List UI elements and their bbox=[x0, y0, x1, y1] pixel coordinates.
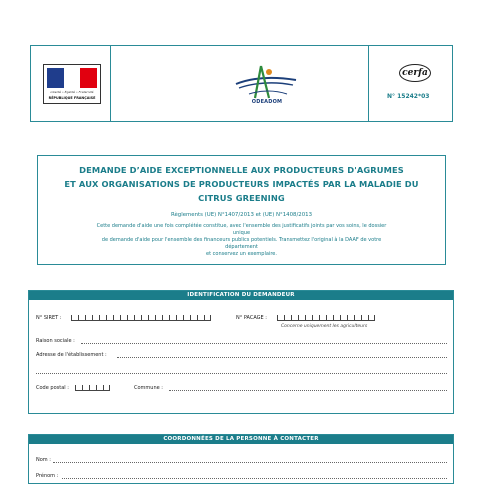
intro-line-1: Cette demande d'aide une fois complétée constitue, avec l'ensemble des justificatifs joints par vos soins, le dossier unique bbox=[96, 223, 387, 236]
adresse-label: Adresse de l'établissement : bbox=[36, 352, 107, 358]
republic-motto: Liberté • Égalité • Fraternité bbox=[50, 90, 94, 94]
identification-section bbox=[28, 290, 454, 414]
identification-heading: IDENTIFICATION DU DEMANDEUR bbox=[29, 291, 453, 300]
contact-section bbox=[28, 434, 454, 484]
tricolor-flag-icon bbox=[47, 68, 97, 88]
nom-field[interactable] bbox=[53, 462, 447, 463]
regulations-reference: Règlements (UE) N°1407/2013 et (UE) N°1408/2013 bbox=[170, 212, 313, 218]
code-postal-label: Code postal : bbox=[36, 385, 69, 391]
marianne-logo bbox=[43, 64, 101, 104]
adresse-field-line-2[interactable] bbox=[36, 373, 447, 374]
intro-paragraph bbox=[92, 223, 392, 258]
pacage-label: N° PACAGE : bbox=[236, 315, 267, 321]
cerfa-cell bbox=[369, 46, 454, 121]
pacage-field[interactable] bbox=[277, 315, 375, 321]
prenom-field[interactable] bbox=[62, 478, 447, 479]
raison-sociale-label: Raison sociale : bbox=[36, 338, 75, 344]
commune-label: Commune : bbox=[134, 385, 163, 391]
title-line-1: DEMANDE D’AIDE EXCEPTIONNELLE AUX PRODUCTEURS D'AGRUMES bbox=[79, 165, 404, 175]
prenom-label: Prénom : bbox=[36, 473, 59, 479]
raison-sociale-field[interactable] bbox=[81, 343, 447, 344]
cerfa-logo: cerfa bbox=[399, 64, 431, 82]
pacage-note: Concerne uniquement les agriculteurs bbox=[281, 324, 368, 329]
document-header bbox=[30, 45, 453, 122]
code-postal-field[interactable] bbox=[75, 385, 110, 391]
republic-label: RÉPUBLIQUE FRANÇAISE bbox=[48, 96, 96, 100]
adresse-field[interactable] bbox=[117, 357, 447, 358]
title-line-2: ET AUX ORGANISATIONS DE PRODUCTEURS IMPACTÉS PAR LA MALADIE DU bbox=[64, 179, 419, 189]
siret-field[interactable] bbox=[71, 315, 211, 321]
intro-line-2: de demande d'aide pour l'ensemble des financeurs publics potentiels. Transmettez l'original à la DAAF de votre département bbox=[101, 237, 382, 250]
intro-line-3: et conservez un exemplaire. bbox=[206, 251, 277, 257]
commune-field[interactable] bbox=[169, 390, 447, 391]
nom-label: Nom : bbox=[36, 457, 51, 463]
marianne-cell bbox=[31, 46, 111, 121]
siret-label: N° SIRET : bbox=[36, 315, 62, 321]
cerfa-number: N° 15242*03 bbox=[387, 93, 430, 100]
title-box bbox=[37, 155, 446, 265]
odeadom-cell bbox=[111, 46, 369, 121]
title-line-3: CITRUS GREENING bbox=[198, 193, 285, 203]
odeadom-label: ODEADOM bbox=[251, 99, 283, 105]
contact-heading: COORDONNÉES DE LA PERSONNE À CONTACTER bbox=[29, 435, 453, 444]
